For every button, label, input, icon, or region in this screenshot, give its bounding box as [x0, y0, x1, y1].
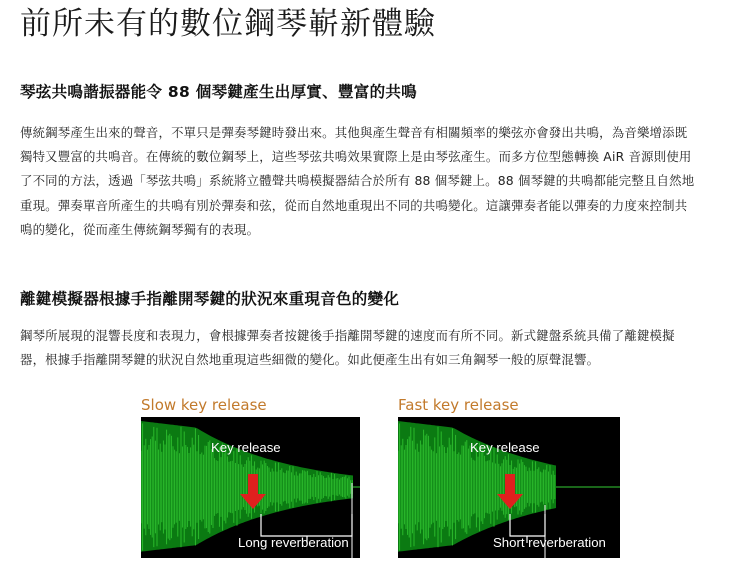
paragraph-line: 傳統鋼琴產生出來的聲音，不單只是彈奏琴鍵時發出來。其他與產生聲音有相關頻率的樂弦亦會發出共鳴，為音樂增添既 [20, 125, 688, 140]
key-release-label: Key release [470, 440, 540, 455]
paragraph-line: 了不同的方法，透過「琴弦共鳴」系統將立體聲共鳴模擬器結合於所有 88 個琴鍵上。88 個琴鍵的共鳴都能完整且自然地 [20, 173, 695, 189]
reverberation-label: Short reverberation [493, 535, 606, 550]
paragraph-line: 獨特又豐富的共鳴音。在傳統的數位鋼琴上，這些琴弦共鳴效果實際上是由琴弦產生。而多方位型態轉換 AiR 音源則使用 [20, 149, 692, 165]
figure-title: Slow key release [141, 396, 267, 414]
waveform-image [141, 417, 360, 558]
figure-fast-key-release [398, 395, 620, 558]
paragraph-string-resonance [20, 121, 734, 242]
paragraph-key-off [20, 324, 734, 372]
paragraph-line: 鳴的變化，從而產生傳統鋼琴獨有的表現。 [20, 221, 260, 237]
page-title: 前所未有的數位鋼琴嶄新體驗 [20, 6, 436, 42]
waveform-image [398, 417, 620, 558]
reverberation-label: Long reverberation [238, 535, 349, 550]
key-release-label: Key release [211, 440, 281, 455]
paragraph-line: 重現。彈奏單音所產生的共鳴有別於彈奏和弦，從而自然地重現出不同的共鳴變化。這讓彈奏者能以彈奏的力度來控制共 [20, 197, 688, 213]
section-heading-string-resonance: 琴弦共鳴諧振器能令 88 個琴鍵產生出厚實、豐富的共鳴 [20, 83, 417, 101]
figure-title: Fast key release [398, 396, 519, 414]
paragraph-line: 鋼琴所展現的混響長度和表現力，會根據彈奏者按鍵後手指離開琴鍵的速度而有所不同。新式鍵盤系統具備了離鍵模擬 [20, 328, 675, 343]
figure-slow-key-release [141, 395, 360, 558]
section-heading-key-off: 離鍵模擬器根據手指離開琴鍵的狀況來重現音色的變化 [20, 290, 400, 308]
paragraph-line: 器，根據手指離開琴鍵的狀況自然地重現這些細微的變化。如此便產生出有如三角鋼琴一般的原聲混響。 [20, 352, 600, 368]
